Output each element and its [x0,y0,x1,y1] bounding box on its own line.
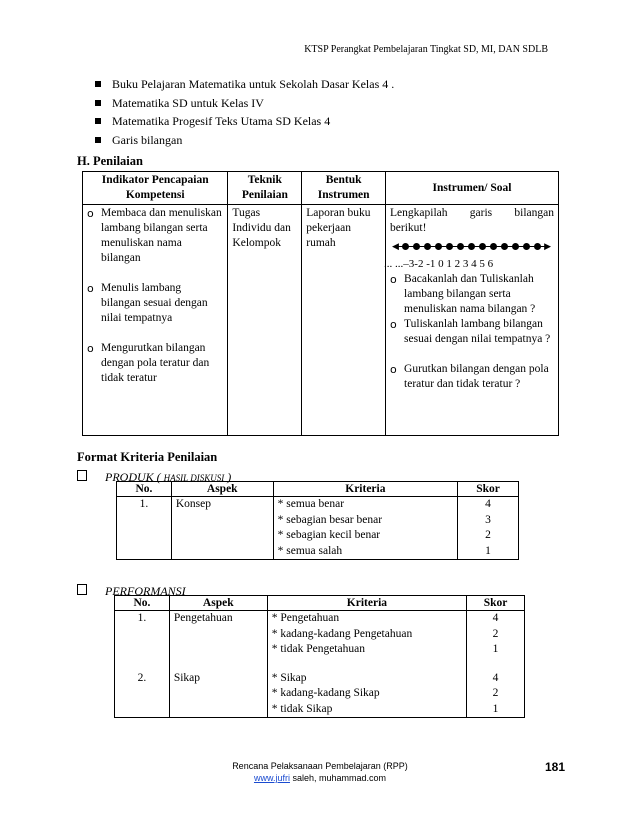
bentuk-cell: Laporan buku pekerjaan rumah [302,205,386,436]
table-row [83,205,559,436]
header-instrumen: Instrumen/ Soal [386,172,559,205]
cell-kriteria: * semua benar * sebagian besar benar * sebagian kecil benar * semua salah [273,497,457,560]
number-line-dot [479,243,486,250]
produk-label: PRODUK ( HASIL DISKUSI ) [77,470,87,485]
assessment-table [82,171,559,436]
indikator-item: o Menulis lambang bilangan sesuai dengan nilai tempatnya [87,281,223,326]
header-bentuk: Bentuk Instrumen [302,172,386,205]
number-line-dot [424,243,431,250]
footer-text: saleh, muhammad.com [289,773,387,783]
cell-no: 1. [117,497,172,560]
teknik-cell: Tugas Individu dan Kelompok [228,205,302,436]
section-heading-penilaian: H. Penilaian [77,154,143,168]
number-line-dot [534,243,541,250]
indikator-item: o Mengurutkan bilangan dengan pola teratur dan tidak teratur [87,341,223,386]
header-aspek: Aspek [169,596,267,611]
cell-aspek: Konsep [171,497,273,560]
number-line-dot [446,243,453,250]
cell-skor: 4 3 2 1 [458,497,519,560]
arrow-left-icon: ◀ [392,241,399,251]
indikator-cell [83,205,228,436]
performansi-label: PERFORMANSI [77,584,87,599]
question-item: o Gurutkan bilangan dengan pola teratur dan tidak teratur ? [390,362,554,392]
arrow-right-icon: ▶ [544,241,552,251]
table-header-row [115,596,525,611]
number-line-dot [413,243,420,250]
number-line-dot [402,243,409,250]
header-no: No. [115,596,170,611]
number-line-dot [490,243,497,250]
number-line-dot [457,243,464,250]
number-line-dot [523,243,530,250]
table-header-row [83,172,559,205]
table-row [117,497,519,560]
checkbox-icon [77,584,87,595]
question-item: o Tuliskanlah lambang bilangan sesuai dengan nilai tempatnya ? [390,317,554,347]
cell-skor: 4 2 1 [467,671,525,718]
instrumen-cell [386,205,559,436]
number-line-dot [512,243,519,250]
number-line [392,239,552,257]
header-kriteria: Kriteria [273,482,457,497]
footer-link[interactable]: www.jufri [253,773,290,783]
cell-aspek: Pengetahuan [169,611,267,671]
cell-kriteria: * Sikap * kadang-kadang Sikap * tidak Sikap [267,671,466,718]
number-line-dot [435,243,442,250]
format-heading: Format Kriteria Penilaian [77,450,218,464]
list-item: Buku Pelajaran Matematika untuk Sekolah Dasar Kelas 4 . [95,75,394,94]
header-skor: Skor [467,596,525,611]
number-line-dot [501,243,508,250]
table-header-row [117,482,519,497]
cell-skor: 4 2 1 [467,611,525,671]
header-skor: Skor [458,482,519,497]
produk-table [116,481,519,560]
header-no: No. [117,482,172,497]
number-line-dot [468,243,475,250]
header-aspek: Aspek [171,482,273,497]
indikator-item: o Membaca dan menuliskan lambang bilangan serta menuliskan nama bilangan [87,206,223,266]
resource-list [95,75,394,149]
page-footer [225,760,415,784]
performansi-table [114,595,525,718]
table-row [115,611,525,671]
number-line-labels: ... ...–3-2 -1 0 1 2 3 4 5 6 [384,258,494,270]
cell-aspek: Sikap [169,671,267,718]
list-item: Garis bilangan [95,131,394,150]
header-kriteria: Kriteria [267,596,466,611]
instruction-text: Lengkapilah garis bilangan berikut! [390,207,554,234]
footer-title: Rencana Pelaksanaan Pembelajaran (RPP) [232,761,408,771]
list-item: Matematika SD untuk Kelas IV [95,94,394,113]
cell-kriteria: * Pengetahuan * kadang-kadang Pengetahuan * tidak Pengetahuan [267,611,466,671]
header-indikator: Indikator Pencapaian Kompetensi [83,172,228,205]
cell-no: 2. [115,671,170,718]
list-item: Matematika Progesif Teks Utama SD Kelas 4 [95,112,394,131]
table-row [115,671,525,718]
checkbox-icon [77,470,87,481]
page-header: KTSP Perangkat Pembelajaran Tingkat SD, MI, DAN SDLB [304,44,548,55]
page-number: 181 [545,760,566,774]
question-item: o Bacakanlah dan Tuliskanlah lambang bilangan serta menuliskan nama bilangan ? [390,272,554,317]
cell-no: 1. [115,611,170,671]
header-teknik: Teknik Penilaian [228,172,302,205]
